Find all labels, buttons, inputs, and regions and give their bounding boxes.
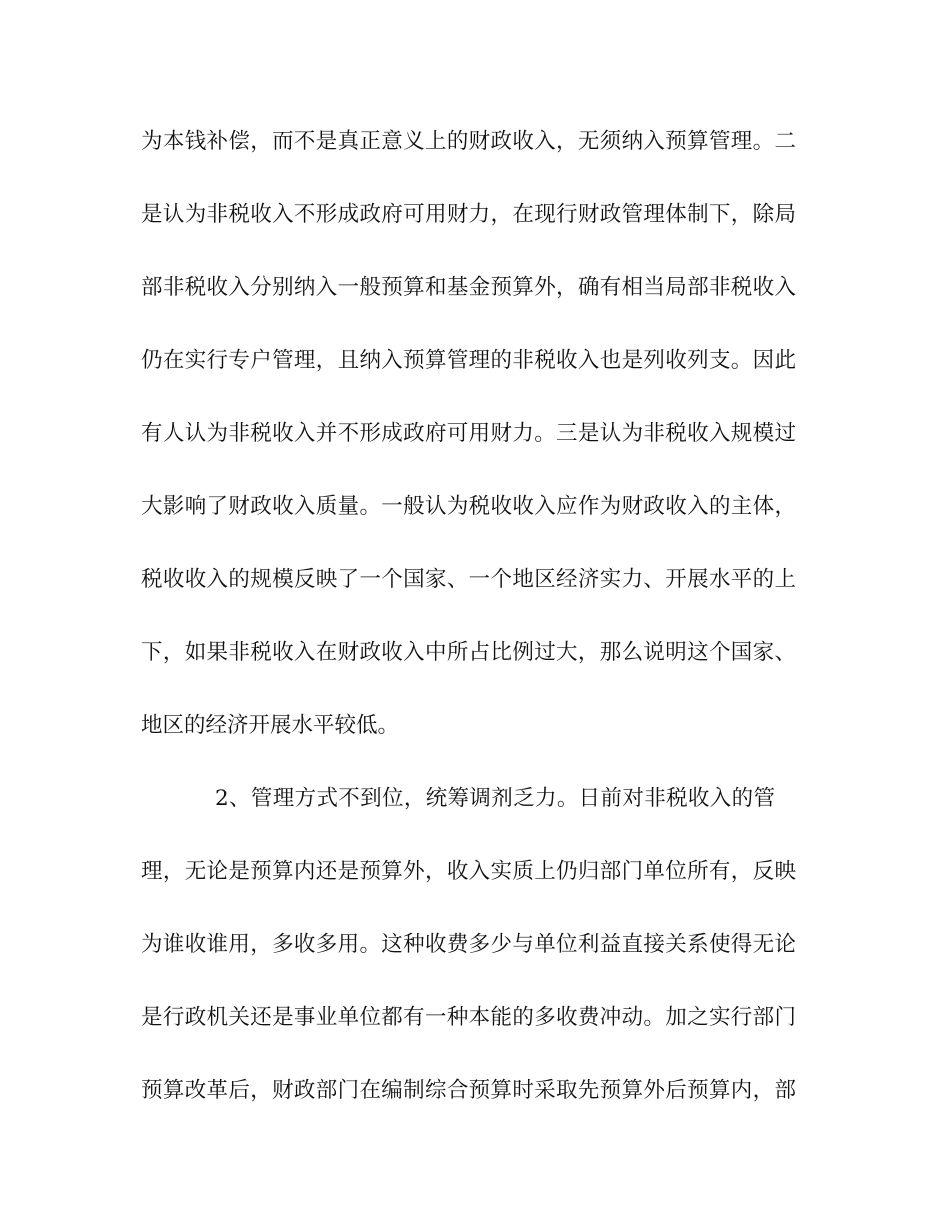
text-line-7: 税收收入的规模反映了一个国家、一个地区经济实力、开展水平的上 bbox=[141, 567, 796, 592]
text-line-9: 地区的经济开展水平较低。 bbox=[141, 713, 400, 738]
text-line-12: 为谁收谁用，多收多用。这种收费多少与单位利益直接关系使得无论 bbox=[141, 932, 796, 957]
text-line-4: 仍在实行专户管理，且纳入预算管理的非税收入也是列收列支。因此 bbox=[141, 348, 796, 373]
text-line-5: 有人认为非税收入并不形成政府可用财力。三是认为非税收入规模过 bbox=[141, 421, 796, 446]
text-line-1: 为本钱补偿，而不是真正意义上的财政收入，无须纳入预算管理。二 bbox=[141, 129, 796, 154]
text-line-10: 2、管理方式不到位，统筹调剂乏力。日前对非税收入的管 bbox=[215, 786, 775, 811]
text-line-3: 部非税收入分别纳入一般预算和基金预算外，确有相当局部非税收入 bbox=[141, 275, 796, 300]
text-line-13: 是行政机关还是事业单位都有一种本能的多收费冲动。加之实行部门 bbox=[141, 1005, 796, 1030]
text-line-2: 是认为非税收入不形成政府可用财力，在现行财政管理体制下，除局 bbox=[141, 202, 796, 227]
text-line-6: 大影响了财政收入质量。一般认为税收收入应作为财政收入的主体， bbox=[141, 494, 796, 519]
text-line-8: 下，如果非税收入在财政收入中所占比例过大，那么说明这个国家、 bbox=[141, 640, 796, 665]
text-line-14: 预算改革后，财政部门在编制综合预算时采取先预算外后预算内，部 bbox=[141, 1078, 796, 1103]
text-line-11: 理，无论是预算内还是预算外，收入实质上仍归部门单位所有，反映 bbox=[141, 859, 796, 884]
